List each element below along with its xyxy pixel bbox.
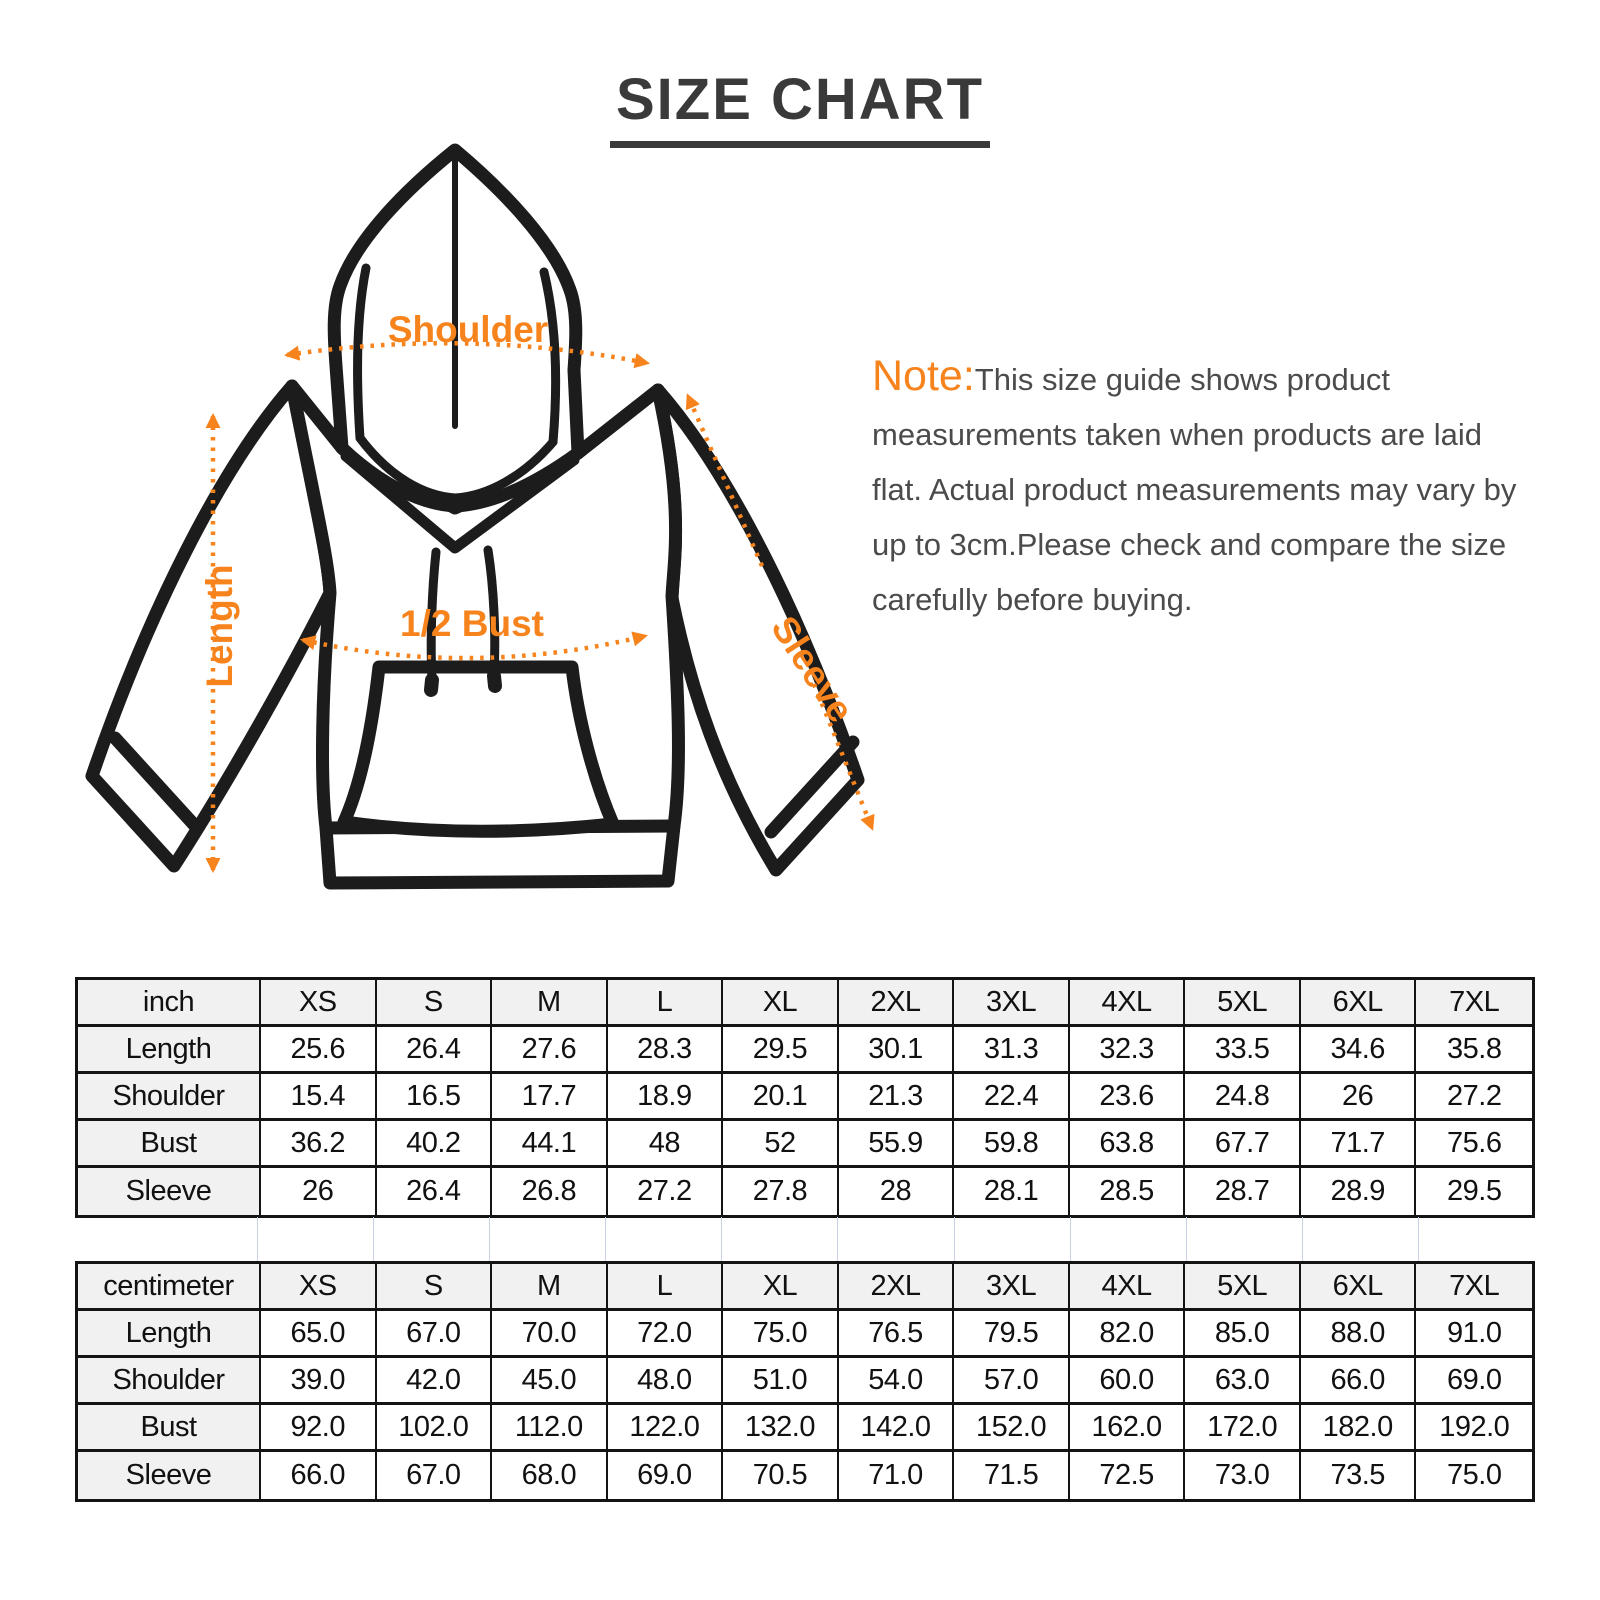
size-value-cell: 72.0 <box>608 1311 724 1358</box>
size-value-cell: 70.5 <box>723 1452 839 1499</box>
size-value-cell: 28.7 <box>1185 1168 1301 1215</box>
size-value-cell: 71.5 <box>954 1452 1070 1499</box>
gap-gridline <box>955 1217 1071 1261</box>
gap-gridline <box>1303 1217 1419 1261</box>
size-value-cell: 24.8 <box>1185 1074 1301 1121</box>
size-value-cell: 29.5 <box>1416 1168 1532 1215</box>
size-value-cell: 33.5 <box>1185 1027 1301 1074</box>
size-value-cell: 21.3 <box>839 1074 955 1121</box>
right-sleeve <box>658 390 858 870</box>
size-value-cell: 16.5 <box>377 1074 493 1121</box>
size-value-cell: 40.2 <box>377 1121 493 1168</box>
size-value-cell: 79.5 <box>954 1311 1070 1358</box>
size-value-cell: 52 <box>723 1121 839 1168</box>
size-value-cell: 27.6 <box>492 1027 608 1074</box>
inch-size-table <box>75 977 1535 1218</box>
size-value-cell: 28.5 <box>1070 1168 1186 1215</box>
size-header-cell: M <box>492 1264 608 1311</box>
size-header-cell: 2XL <box>839 1264 955 1311</box>
size-value-cell: 39.0 <box>261 1358 377 1405</box>
size-header-cell: L <box>608 980 724 1027</box>
page-title: SIZE CHART <box>610 66 990 148</box>
row-label-cell: Bust <box>78 1121 261 1168</box>
size-value-cell: 27.2 <box>1416 1074 1532 1121</box>
note-block <box>872 349 1532 627</box>
pocket <box>344 667 613 831</box>
note-text: This size guide shows product measurements taken when products are laid flat. Actual product measurements may vary by up to 3cm.Please check and compare the size carefully before buying. <box>872 362 1517 617</box>
size-value-cell: 70.0 <box>492 1311 608 1358</box>
size-header-cell: 3XL <box>954 1264 1070 1311</box>
size-value-cell: 27.2 <box>608 1168 724 1215</box>
size-value-cell: 26 <box>1301 1074 1417 1121</box>
gap-gridline <box>75 1217 258 1261</box>
size-value-cell: 76.5 <box>839 1311 955 1358</box>
size-value-cell: 26 <box>261 1168 377 1215</box>
size-value-cell: 85.0 <box>1185 1311 1301 1358</box>
size-value-cell: 36.2 <box>261 1121 377 1168</box>
size-value-cell: 72.5 <box>1070 1452 1186 1499</box>
size-value-cell: 88.0 <box>1301 1311 1417 1358</box>
size-header-cell: 7XL <box>1416 1264 1532 1311</box>
size-header-cell: 2XL <box>839 980 955 1027</box>
size-value-cell: 28.1 <box>954 1168 1070 1215</box>
size-header-cell: S <box>377 1264 493 1311</box>
size-header-cell: 6XL <box>1301 980 1417 1027</box>
note-label: Note: <box>872 352 975 400</box>
size-value-cell: 28 <box>839 1168 955 1215</box>
gap-gridline <box>1187 1217 1303 1261</box>
size-value-cell: 51.0 <box>723 1358 839 1405</box>
size-value-cell: 26.4 <box>377 1168 493 1215</box>
size-value-cell: 26.8 <box>492 1168 608 1215</box>
table-gap-strip <box>75 1217 1535 1261</box>
shoulder-label: Shoulder <box>387 309 549 350</box>
unit-header-cell: centimeter <box>78 1264 261 1311</box>
size-value-cell: 132.0 <box>723 1405 839 1452</box>
row-label-cell: Length <box>78 1311 261 1358</box>
size-value-cell: 182.0 <box>1301 1405 1417 1452</box>
size-value-cell: 28.9 <box>1301 1168 1417 1215</box>
size-value-cell: 26.4 <box>377 1027 493 1074</box>
size-value-cell: 27.8 <box>723 1168 839 1215</box>
gap-gridline <box>606 1217 722 1261</box>
row-label-cell: Sleeve <box>78 1452 261 1499</box>
size-value-cell: 122.0 <box>608 1405 724 1452</box>
size-value-cell: 142.0 <box>839 1405 955 1452</box>
size-value-cell: 66.0 <box>1301 1358 1417 1405</box>
size-value-cell: 15.4 <box>261 1074 377 1121</box>
size-value-cell: 92.0 <box>261 1405 377 1452</box>
size-value-cell: 71.7 <box>1301 1121 1417 1168</box>
size-value-cell: 34.6 <box>1301 1027 1417 1074</box>
size-value-cell: 59.8 <box>954 1121 1070 1168</box>
size-value-cell: 192.0 <box>1416 1405 1532 1452</box>
gap-gridline <box>490 1217 606 1261</box>
row-label-cell: Shoulder <box>78 1074 261 1121</box>
size-header-cell: XL <box>723 1264 839 1311</box>
size-value-cell: 67.0 <box>377 1311 493 1358</box>
size-value-cell: 48.0 <box>608 1358 724 1405</box>
gap-gridline <box>1419 1217 1535 1261</box>
size-value-cell: 66.0 <box>261 1452 377 1499</box>
size-value-cell: 73.0 <box>1185 1452 1301 1499</box>
size-header-cell: S <box>377 980 493 1027</box>
left-drawstring-tip <box>431 680 432 690</box>
size-value-cell: 17.7 <box>492 1074 608 1121</box>
size-header-cell: 5XL <box>1185 1264 1301 1311</box>
size-header-cell: 7XL <box>1416 980 1532 1027</box>
unit-header-cell: inch <box>78 980 261 1027</box>
size-header-cell: M <box>492 980 608 1027</box>
row-label-cell: Sleeve <box>78 1168 261 1215</box>
hoodie-outline <box>92 150 858 883</box>
size-header-cell: 6XL <box>1301 1264 1417 1311</box>
right-drawstring-tip <box>494 676 495 686</box>
sleeve-label: Sleeve <box>763 608 862 730</box>
size-value-cell: 23.6 <box>1070 1074 1186 1121</box>
size-value-cell: 48 <box>608 1121 724 1168</box>
size-value-cell: 112.0 <box>492 1405 608 1452</box>
gap-gridline <box>722 1217 838 1261</box>
size-value-cell: 35.8 <box>1416 1027 1532 1074</box>
size-header-cell: L <box>608 1264 724 1311</box>
size-value-cell: 67.0 <box>377 1452 493 1499</box>
size-value-cell: 152.0 <box>954 1405 1070 1452</box>
size-value-cell: 20.1 <box>723 1074 839 1121</box>
size-header-cell: 4XL <box>1070 1264 1186 1311</box>
size-value-cell: 68.0 <box>492 1452 608 1499</box>
size-header-cell: 3XL <box>954 980 1070 1027</box>
row-label-cell: Bust <box>78 1405 261 1452</box>
size-value-cell: 45.0 <box>492 1358 608 1405</box>
size-value-cell: 32.3 <box>1070 1027 1186 1074</box>
size-value-cell: 91.0 <box>1416 1311 1532 1358</box>
gap-gridline <box>1071 1217 1187 1261</box>
size-header-cell: 5XL <box>1185 980 1301 1027</box>
gap-gridline <box>374 1217 490 1261</box>
size-value-cell: 42.0 <box>377 1358 493 1405</box>
centimeter-size-table <box>75 1261 1535 1502</box>
gap-gridline <box>838 1217 954 1261</box>
size-value-cell: 75.0 <box>723 1311 839 1358</box>
size-value-cell: 28.3 <box>608 1027 724 1074</box>
size-value-cell: 63.8 <box>1070 1121 1186 1168</box>
length-label: Length <box>199 564 240 688</box>
size-value-cell: 69.0 <box>1416 1358 1532 1405</box>
size-header-cell: XL <box>723 980 839 1027</box>
bust-label: 1/2 Bust <box>400 603 544 644</box>
size-value-cell: 102.0 <box>377 1405 493 1452</box>
size-value-cell: 31.3 <box>954 1027 1070 1074</box>
size-value-cell: 67.7 <box>1185 1121 1301 1168</box>
size-value-cell: 18.9 <box>608 1074 724 1121</box>
size-value-cell: 162.0 <box>1070 1405 1186 1452</box>
size-header-cell: 4XL <box>1070 980 1186 1027</box>
row-label-cell: Shoulder <box>78 1358 261 1405</box>
size-value-cell: 55.9 <box>839 1121 955 1168</box>
size-header-cell: XS <box>261 980 377 1027</box>
size-value-cell: 75.0 <box>1416 1452 1532 1499</box>
size-value-cell: 65.0 <box>261 1311 377 1358</box>
size-value-cell: 44.1 <box>492 1121 608 1168</box>
size-header-cell: XS <box>261 1264 377 1311</box>
size-value-cell: 57.0 <box>954 1358 1070 1405</box>
size-value-cell: 54.0 <box>839 1358 955 1405</box>
size-value-cell: 71.0 <box>839 1452 955 1499</box>
size-value-cell: 22.4 <box>954 1074 1070 1121</box>
size-value-cell: 30.1 <box>839 1027 955 1074</box>
size-value-cell: 63.0 <box>1185 1358 1301 1405</box>
size-value-cell: 25.6 <box>261 1027 377 1074</box>
size-value-cell: 82.0 <box>1070 1311 1186 1358</box>
gap-gridline <box>258 1217 374 1261</box>
hoodie-measurement-diagram <box>80 128 910 918</box>
size-value-cell: 29.5 <box>723 1027 839 1074</box>
size-value-cell: 73.5 <box>1301 1452 1417 1499</box>
size-value-cell: 69.0 <box>608 1452 724 1499</box>
size-value-cell: 60.0 <box>1070 1358 1186 1405</box>
size-value-cell: 75.6 <box>1416 1121 1532 1168</box>
row-label-cell: Length <box>78 1027 261 1074</box>
size-value-cell: 172.0 <box>1185 1405 1301 1452</box>
